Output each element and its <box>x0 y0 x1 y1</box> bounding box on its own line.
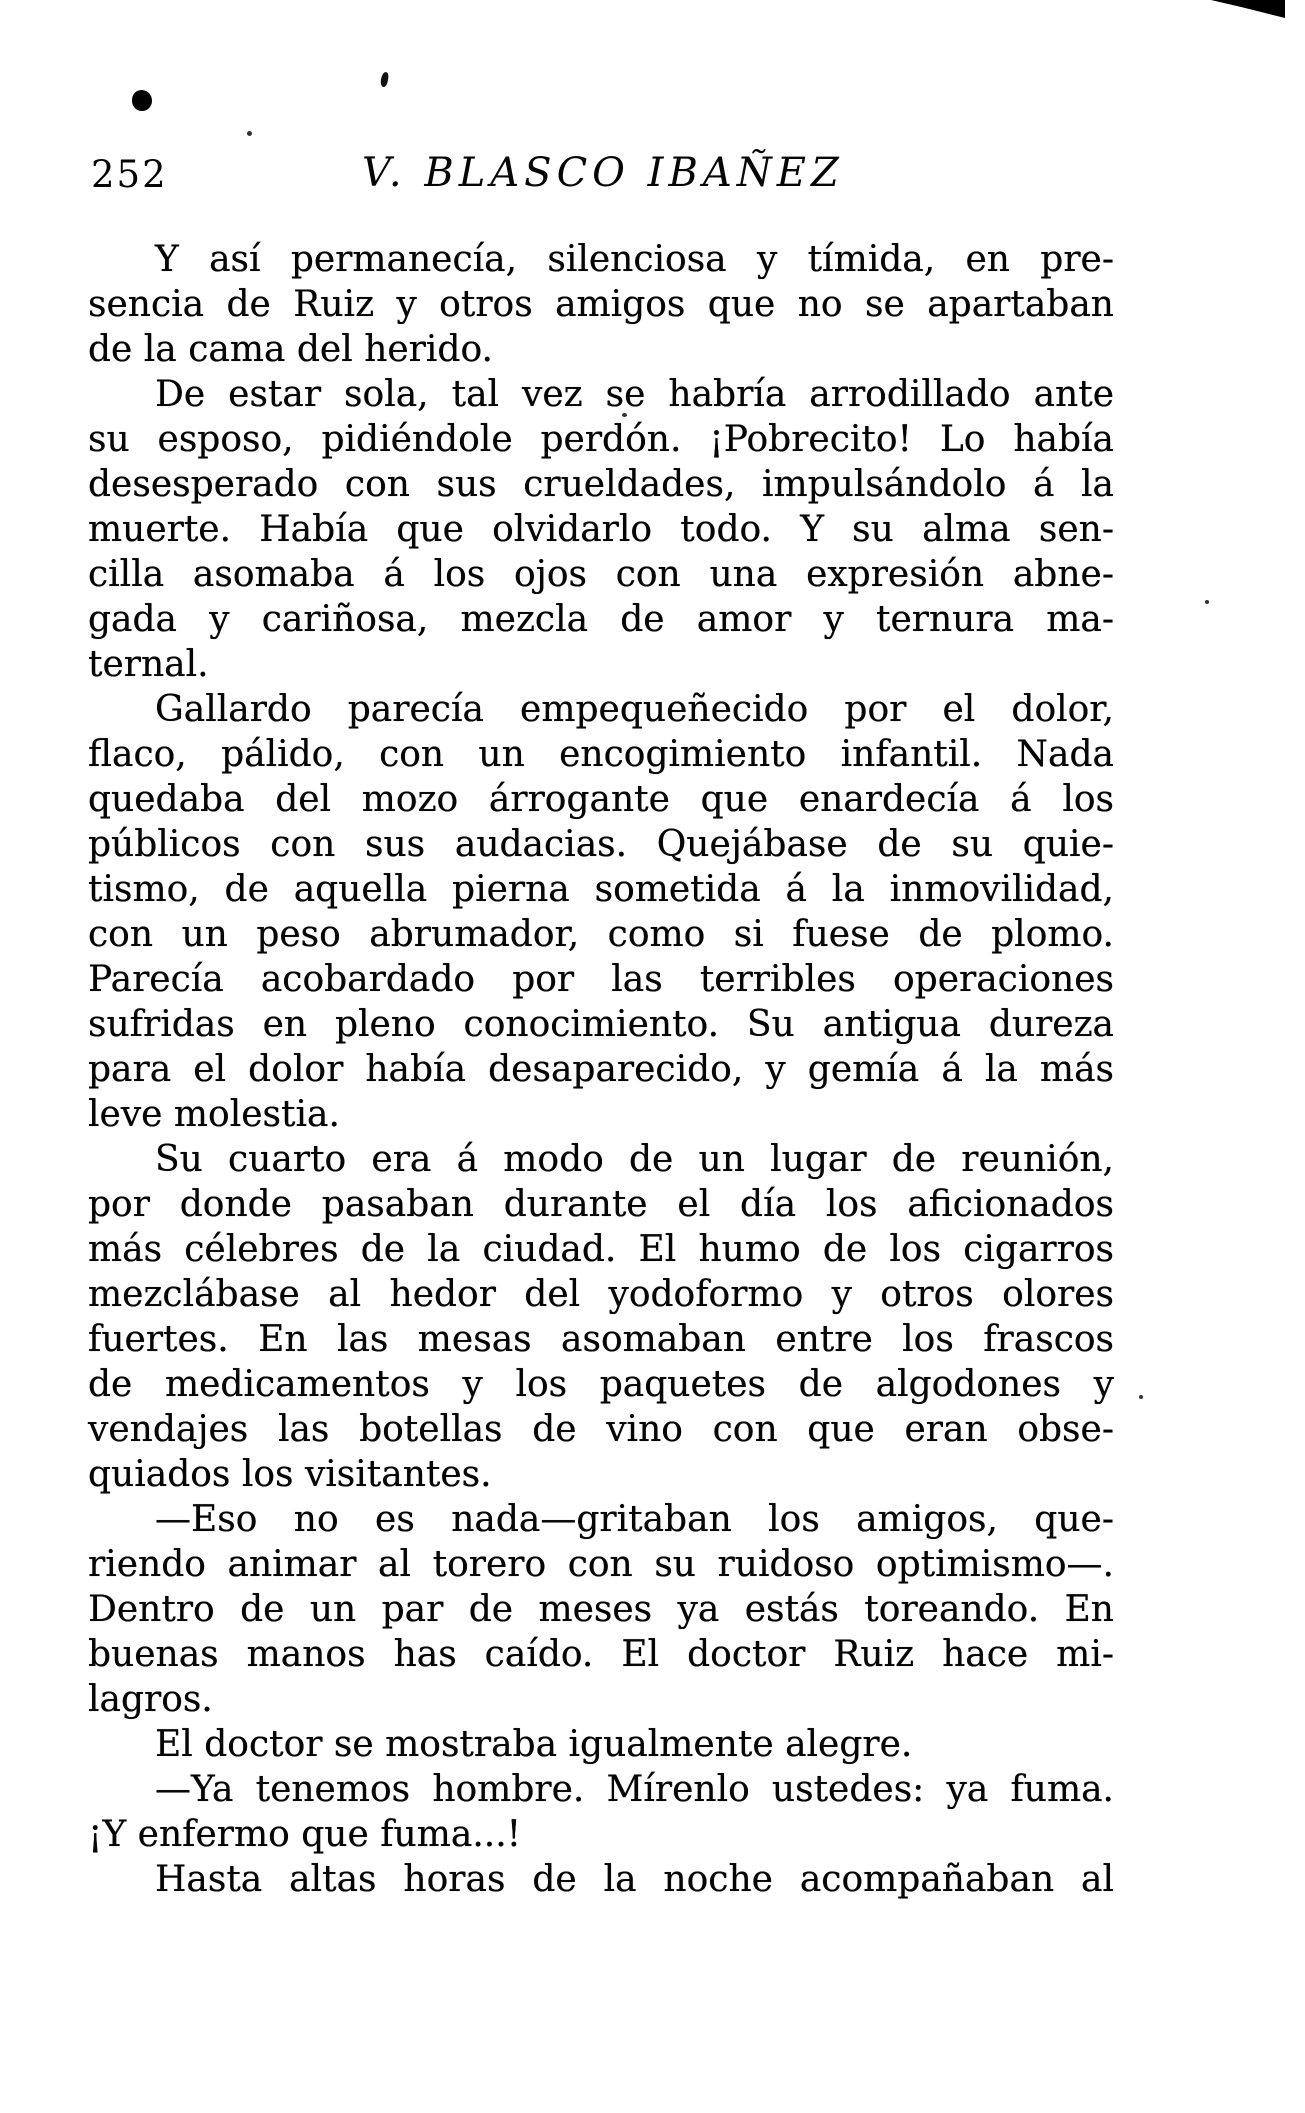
text-line: con un peso abrumador, como si fuese de plomo. <box>88 914 1114 955</box>
text-line: Parecía acobardado por las terribles operaciones <box>88 959 1114 1000</box>
text-line: gada y cariñosa, mezcla de amor y ternura ma- <box>88 599 1114 640</box>
text-line: flaco, pálido, con un encogimiento infantil. Nada <box>88 734 1114 775</box>
text-line: sufridas en pleno conocimiento. Su antigua dureza <box>88 1004 1114 1045</box>
text-line: leve molestia. <box>88 1094 340 1135</box>
running-title: V. BLASCO IBAÑEZ <box>362 150 844 196</box>
ink-spot <box>132 90 152 111</box>
text-line: lagros. <box>88 1679 213 1720</box>
text-line: públicos con sus audacias. Quejábase de su quie- <box>88 824 1114 865</box>
page-number: 252 <box>91 153 168 196</box>
text-line: riendo animar al torero con su ruidoso optimismo—. <box>88 1544 1114 1585</box>
body-text <box>88 237 1114 1902</box>
text-line: tismo, de aquella pierna sometida á la inmovilidad, <box>88 869 1114 910</box>
text-line: quedaba del mozo árrogante que enardecía á los <box>88 779 1114 820</box>
text-line: muerte. Había que olvidarlo todo. Y su alma sen- <box>88 509 1114 550</box>
text-line: desesperado con sus crueldades, impulsándolo á la <box>88 464 1114 505</box>
ink-speck <box>1205 600 1209 604</box>
text-line: De estar sola, tal vez se habría arrodillado ante <box>155 374 1114 415</box>
text-line: Su cuarto era á modo de un lugar de reunión, <box>155 1139 1114 1180</box>
text-line: su esposo, pidiéndole perdón. ¡Pobrecito! Lo había <box>88 419 1114 460</box>
text-line: —Eso no es nada—gritaban los amigos, que- <box>155 1499 1114 1540</box>
text-line: quiados los visitantes. <box>88 1454 492 1495</box>
text-line: Hasta altas horas de la noche acompañaban al <box>155 1859 1114 1900</box>
text-line: cilla asomaba á los ojos con una expresión abne- <box>88 554 1114 595</box>
scan-corner-artifact <box>1211 0 1285 18</box>
text-line: El doctor se mostraba igualmente alegre. <box>155 1724 913 1765</box>
text-line: mezclábase al hedor del yodoformo y otros olores <box>88 1274 1114 1315</box>
text-line: —Ya tenemos hombre. Mírenlo ustedes: ya fuma. <box>155 1769 1114 1810</box>
text-line: para el dolor había desaparecido, y gemía á la más <box>88 1049 1114 1090</box>
text-line: de medicamentos y los paquetes de algodones y <box>88 1364 1114 1405</box>
text-line: Gallardo parecía empequeñecido por el dolor, <box>155 689 1114 730</box>
text-line: Y así permanecía, silenciosa y tímida, en pre- <box>155 239 1114 280</box>
text-line: vendajes las botellas de vino con que eran obse- <box>88 1409 1114 1450</box>
ink-mark <box>380 72 389 88</box>
text-line: ternal. <box>88 644 209 685</box>
text-line: más célebres de la ciudad. El humo de los cigarros <box>88 1229 1114 1270</box>
ink-speck <box>1139 1395 1143 1399</box>
text-line: ¡Y enfermo que fuma...! <box>88 1814 522 1855</box>
text-line: Dentro de un par de meses ya estás toreando. En <box>88 1589 1114 1630</box>
ink-speck <box>247 131 252 136</box>
text-line: fuertes. En las mesas asomaban entre los frascos <box>88 1319 1114 1360</box>
text-line: sencia de Ruiz y otros amigos que no se apartaban <box>88 284 1114 325</box>
text-line: de la cama del herido. <box>88 329 493 370</box>
text-line: buenas manos has caído. El doctor Ruiz hace mi- <box>88 1634 1114 1675</box>
text-line: por donde pasaban durante el día los aficionados <box>88 1184 1114 1225</box>
